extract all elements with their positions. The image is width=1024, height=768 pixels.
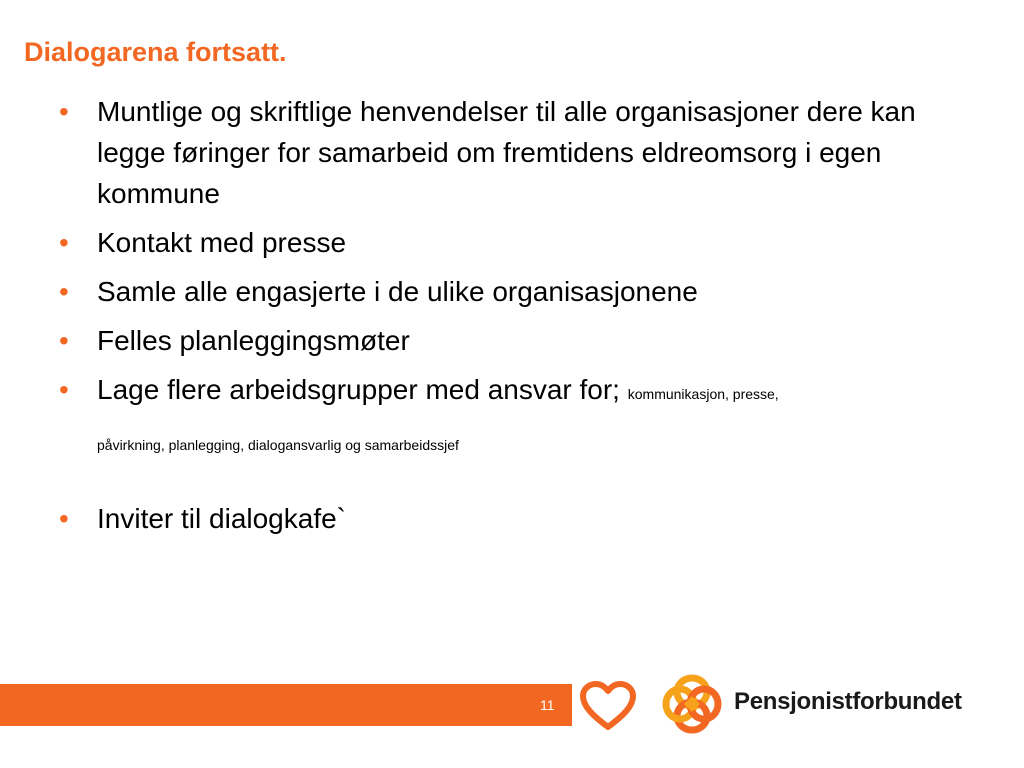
bullet-marker: • bbox=[59, 96, 69, 127]
brand-name: Pensjonistforbundet bbox=[734, 688, 962, 715]
bullet-marker: • bbox=[59, 374, 69, 405]
bullet-text: Felles planleggingsmøter bbox=[97, 325, 410, 356]
heart-icon bbox=[578, 680, 638, 732]
heart-outline bbox=[583, 684, 633, 727]
bullet-marker: • bbox=[59, 325, 69, 356]
bullet-item bbox=[59, 222, 979, 263]
bullet-item bbox=[59, 91, 979, 214]
slide-title: Dialogarena fortsatt. bbox=[24, 37, 287, 67]
bullet-text: Samle alle engasjerte i de ulike organisasjonene bbox=[97, 276, 698, 307]
knot-center bbox=[684, 696, 700, 712]
bullet-marker: • bbox=[59, 227, 69, 258]
bullet-item bbox=[59, 271, 979, 312]
bullet-marker: • bbox=[59, 276, 69, 307]
bullet-marker: • bbox=[59, 503, 69, 534]
bullet-subtext-continued: påvirkning, planlegging, dialogansvarlig og samarbeidssjef bbox=[97, 437, 459, 453]
knot-logo-icon bbox=[658, 670, 726, 738]
bullet-list bbox=[59, 91, 979, 547]
page-number: 11 bbox=[540, 697, 555, 713]
bullet-text: Inviter til dialogkafe` bbox=[97, 503, 347, 534]
bullet-item bbox=[59, 369, 979, 455]
bullet-subtext: kommunikasjon, presse, bbox=[627, 386, 779, 402]
bullet-text: Lage flere arbeidsgrupper med ansvar for; bbox=[97, 374, 620, 405]
bullet-item bbox=[59, 498, 979, 539]
bullet-text: Muntlige og skriftlige henvendelser til alle organisasjoner dere kan legge føringer for samarbeid om fremtidens eldreomsorg i egen kommune bbox=[97, 96, 916, 209]
bullet-item bbox=[59, 320, 979, 361]
empty-paragraph bbox=[59, 463, 979, 498]
footer-band bbox=[0, 684, 572, 726]
bullet-text: Kontakt med presse bbox=[97, 227, 347, 258]
